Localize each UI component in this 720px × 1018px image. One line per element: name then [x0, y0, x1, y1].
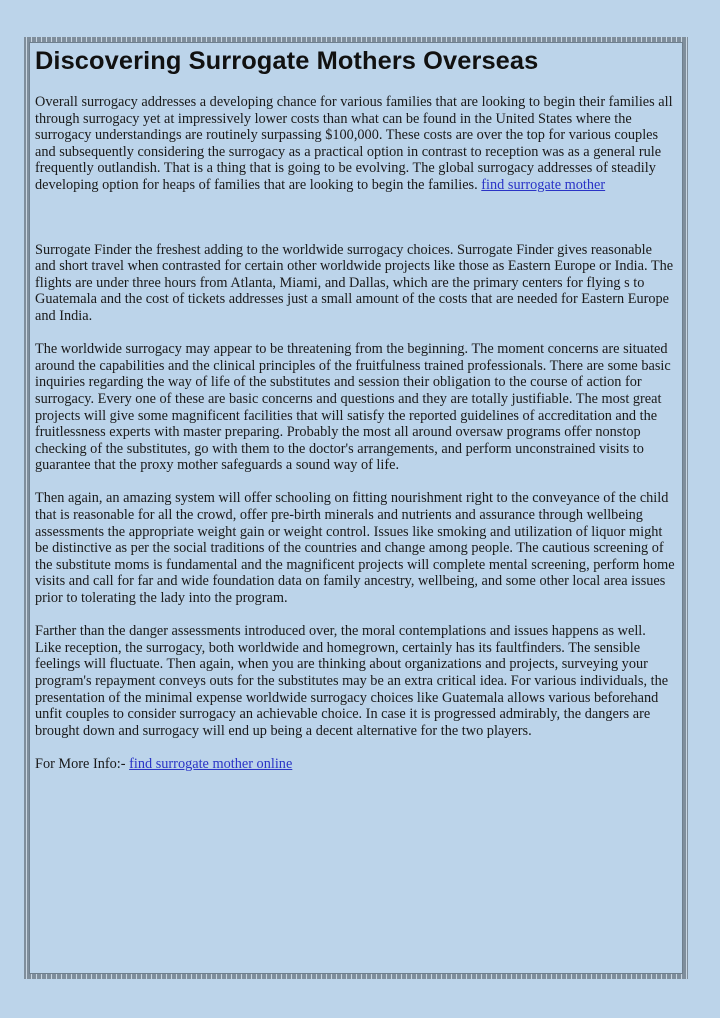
paragraph-2: Surrogate Finder the freshest adding to the worldwide surrogacy choices. Surrogate Finder gives reasonable and short travel when contrasted for certain other worldwide projects like those as Eastern Europe or India. The flights are under three hours from Atlanta, Miami, and Dallas, which are the primary centers for flying s to Guatemala and the cost of tickets addresses just a small amount of the costs that are needed for Eastern Europe and India.: [35, 241, 674, 324]
document-body: [35, 44, 675, 773]
paragraph-3: The worldwide surrogacy may appear to be threatening from the beginning. The moment concerns are situated around the capabilities and the clinical principles of the fruitfulness trained professionals. There are some basic inquiries regarding the way of life of the substitutes and session their obligation to the course of action for surrogacy. Every one of these are basic concerns and questions and they are totally justifiable. The most great projects will give some magnificent facilities that will satisfy the reported guidelines of accreditation and the fruitlessness experts with master preparing. Probably the most all around oversaw programs offer nonstop checking of the substitutes, go with them to the doctor's arrangements, and perform unconstrained visits to guarantee that the proxy mother safeguards a sound way of life.: [35, 341, 671, 474]
find-surrogate-mother-link[interactable]: find surrogate mother: [481, 176, 606, 193]
paragraph-1-text: Overall surrogacy addresses a developing chance for various families that are looking to begin their families all through surrogacy yet at impressively lower costs than what can be found in the United States where the surrogacy understandings are routinely surpassing $100,000. These costs are over the top for various couples and subsequently considering the surrogacy as a practical option in contrast to reception was as a general rule frequently outlandish. That is a thing that is going to be evolving. The global surrogacy addresses of steadily developing option for heaps of families that are looking to begin the families.: [35, 94, 673, 193]
paragraph-5: Farther than the danger assessments introduced over, the moral contemplations and issues happens as well. Like reception, the surrogacy, both worldwide and homegrown, certainly has its faultfinders. The sensible feelings will fluctuate. Then again, when you are thinking about organizations and projects, surveying your program's repayment conveys outs for the substitutes may be an extra critical idea. For various individuals, the presentation of the minimal expense worldwide surrogacy choices like Guatemala allows various beforehand unfit couples to consider surrogacy an achievable choice. In case it is progressed admirably, the dangers are brought down and surrogacy will end up being a decent alternative for the two players.: [35, 623, 669, 739]
page-title: Discovering Surrogate Mothers Overseas: [35, 47, 539, 75]
find-surrogate-mother-online-link[interactable]: find surrogate mother online: [129, 755, 293, 772]
more-info-line: [35, 756, 675, 773]
more-info-label: For More Info:-: [35, 755, 130, 772]
paragraph-1: [35, 94, 675, 194]
paragraph-4: Then again, an amazing system will offer schooling on fitting nourishment right to the conveyance of the child that is reasonable for all the crowd, offer pre-birth minerals and nutrients and assurance through wellbeing assessments the appropriate weight gain or weight control. Issues like smoking and utilization of liquor might be distinctive as per the social traditions of the countries and change among people. The cautious screening of the substitute moms is fundamental and the magnificent projects will complete mental screening, perform home visits and call for far and wide foundation data on family ancestry, wellbeing, and some other local area issues prior to tolerating the lady into the program.: [35, 490, 675, 607]
